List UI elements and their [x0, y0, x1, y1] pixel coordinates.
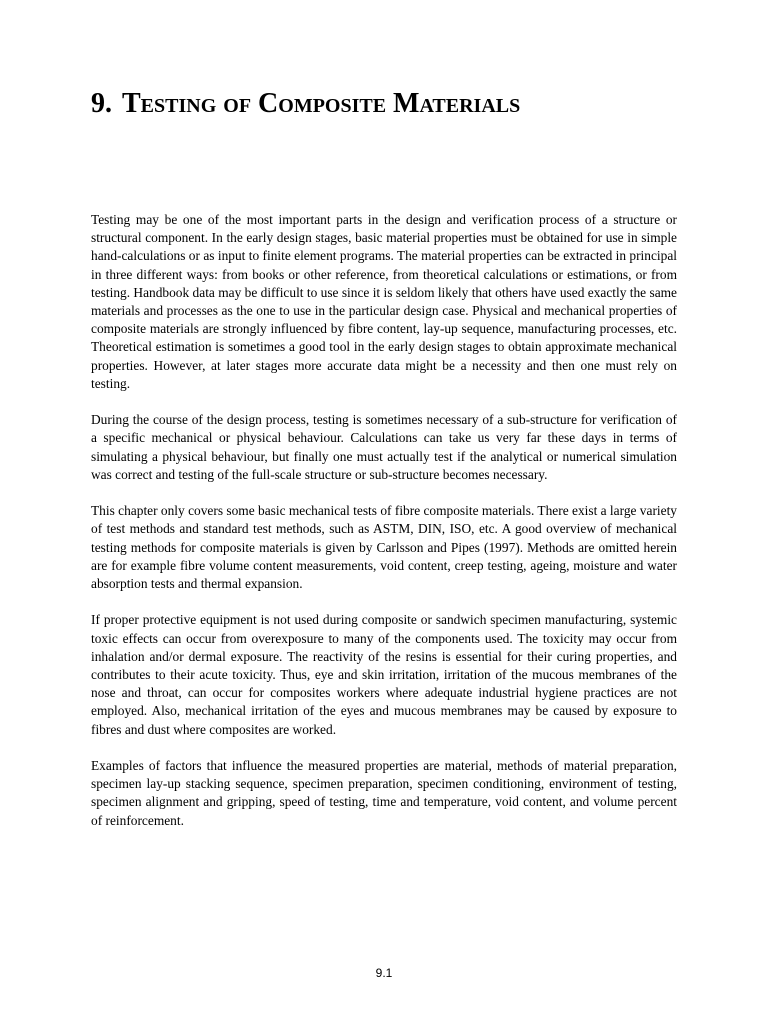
paragraph-influencing-factors: Examples of factors that influence the measured properties are material, methods of material preparation, specimen lay-up stacking sequence, specimen preparation, specimen conditioning, environment of testing, specimen alignment and gripping, speed of testing, time and temperature, void content, and volume percent of reinforcement. [91, 758, 677, 828]
paragraph-intro: Testing may be one of the most important parts in the design and verification process of a structure or structural component. In the early design stages, basic material properties must be obtained for use in simple hand-calculations or as input to finite element programs. The material properties can be extracted in principal in three different ways: from books or other reference, from theoretical calculations or estimations, or from testing. Handbook data may be difficult to use since it is seldom likely that others have used exactly the same materials and processes as the one to use in the particular design case. Physical and mechanical properties of composite materials are strongly influenced by fibre content, lay-up sequence, manufacturing processes, etc. Theoretical estimation is sometimes a good tool in the early design stages to obtain approximate mechanical properties. However, at later stages more accurate data might be a necessity and then one must rely on testing. [91, 212, 677, 391]
paragraph-safety: If proper protective equipment is not used during composite or sandwich specimen manufacturing, systemic toxic effects can occur from overexposure to many of the components used. The toxicity may occur from inhalation and/or dermal exposure. The reactivity of the resins is essential for their curing properties, and contributes to their acute toxicity. Thus, eye and skin irritation, irritation of the mucous membranes of the nose and throat, can occur for composites workers where adequate industrial hygiene practices are not employed. Also, mechanical irritation of the eyes and mucous membranes may be caused by exposure to fibres and dust where composites are worked. [91, 612, 677, 737]
body-text [91, 211, 677, 830]
chapter-number: 9. [91, 88, 112, 119]
chapter-title [91, 86, 520, 122]
paragraph-design-process: During the course of the design process, testing is sometimes necessary of a sub-structure for verification of a specific mechanical or physical behaviour. Calculations can take us very far these days in terms of simulating a physical behaviour, but finally one must actually test if the analytical or numerical simulation was correct and testing of the full-scale structure or sub-structure becomes necessary. [91, 412, 677, 482]
paragraph-chapter-scope: This chapter only covers some basic mechanical tests of fibre composite materials. There exist a large variety of test methods and standard test methods, such as ASTM, DIN, ISO, etc. A good overview of mechanical testing methods for composite materials is given by Carlsson and Pipes (1997). Methods are omitted herein are for example fibre volume content measurements, void content, creep testing, ageing, moisture and water absorption tests and thermal expansion. [91, 503, 677, 592]
chapter-title-text: Testing of Composite Materials [122, 88, 521, 119]
page-number: 9.1 [375, 966, 393, 980]
